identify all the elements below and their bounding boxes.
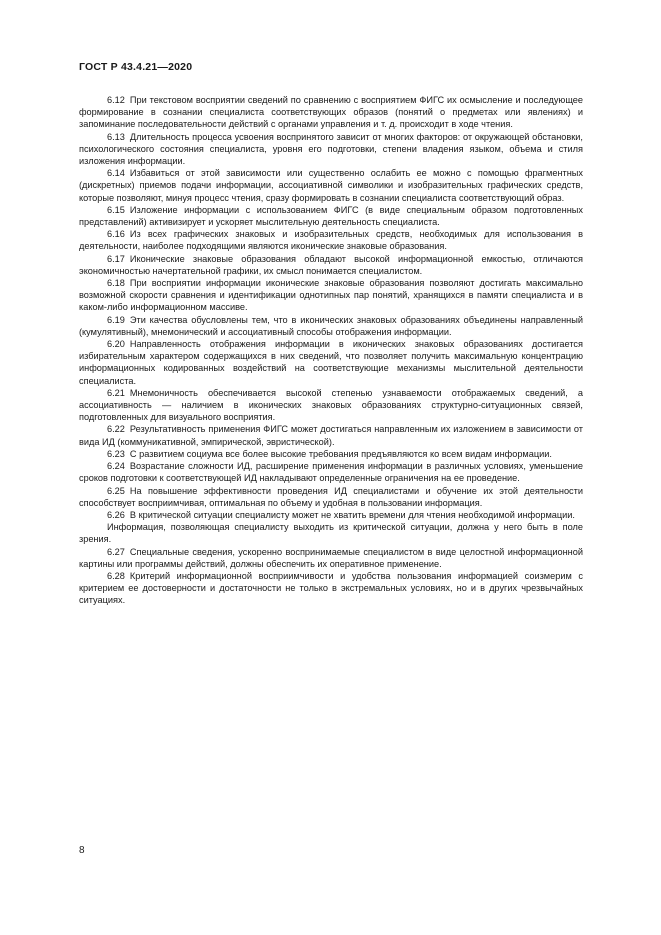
paragraph: [79, 485, 583, 509]
paragraph-text: На повышение эффективности проведения ИД специалистами и обучение их этой деятельности способствует восприимчивая, оптимальная по объему и удобная в пользовании информация.: [79, 485, 583, 508]
clause-number: 6.28: [107, 570, 125, 581]
clause-number: 6.27: [107, 546, 125, 557]
paragraph-text: Специальные сведения, ускоренно воспринимаемые специалистом в виде целостной информационной картины или программы действий, должны обеспечить их оперативное применение.: [79, 546, 583, 569]
paragraph-text: Иконические знаковые образования обладают высокой информационной емкостью, отличаются экономичностью начертательной графики, их смысл понимается специалистом.: [79, 253, 583, 276]
clause-number: 6.24: [107, 461, 125, 472]
document-body: [79, 94, 583, 607]
paragraph-text: Возрастание сложности ИД, расширение применения информации в различных условиях, уменьшение сроков подготовки к соответствующей ИД накладывают определенные ограничения на ее проведение.: [79, 461, 583, 484]
paragraph: [79, 338, 583, 387]
paragraph-text: Длительность процесса усвоения воспринятого зависит от многих факторов: от окружающей обстановки, психологического состояния специалиста, уровня его подготовки, степени владения языком, объема и стиля изложения информации.: [79, 131, 583, 167]
paragraph: [79, 277, 583, 314]
clause-number: 6.20: [107, 339, 125, 350]
paragraph-text: Результативность применения ФИГС может достигаться направленным их изложением в зависимости от вида ИД (коммуникативной, эмпирической, эвристической).: [79, 424, 583, 447]
paragraph: [79, 460, 583, 484]
paragraph-text: Избавиться от этой зависимости или существенно ослабить ее можно с помощью фрагментных (дискретных) приемов подачи информации, ассоциативной символики и изобразительных графических средств, которые позволяют, минуя процесс чтения, сразу формировать в сознании специалиста соответствующий образ.: [79, 168, 583, 203]
clause-number: 6.26: [107, 509, 125, 520]
paragraph: [79, 448, 583, 460]
paragraph-text: В критической ситуации специалисту может не хватить времени для чтения необходимой информации.: [129, 509, 575, 520]
paragraph-text: Изложение информации с использованием ФИГС (в виде специальным образом подготовленных представлений) активизирует и ускоряет мыслительную деятельность специалиста.: [79, 204, 583, 228]
clause-number: 6.15: [107, 204, 125, 215]
paragraph: [79, 167, 583, 204]
page-number: 8: [79, 845, 85, 856]
paragraph: [79, 314, 583, 338]
paragraph: [79, 253, 583, 277]
paragraph: [79, 521, 583, 545]
clause-number: 6.18: [107, 278, 125, 289]
paragraph-text: Информация, позволяющая специалисту выходить из критической ситуации, должна у него быть в поле зрения.: [79, 522, 583, 545]
paragraph-text: С развитием социума все более высокие требования предъявляются ко всем видам информации.: [129, 448, 552, 459]
clause-number: 6.12: [107, 95, 125, 105]
paragraph: [79, 570, 583, 607]
paragraph-text: Направленность отображения информации в иконических знаковых образованиях достигается избирательным характером содержащихся в них сведений, что позволяет получить максимальную концентрацию информационных кодированных воздействий на соответствующие механизмы мыслительной деятельности специалиста.: [79, 339, 583, 386]
clause-number: 6.17: [107, 253, 125, 264]
paragraph-text: Критерий информационной восприимчивости и удобства пользования информацией соизмерим с критерием ее достоверности и достаточности не только в экстремальных условиях, но и в других чрезвычайных ситуациях.: [79, 570, 583, 606]
paragraph: [79, 423, 583, 447]
standard-header: ГОСТ Р 43.4.21—2020: [79, 61, 193, 73]
paragraph: [79, 509, 583, 521]
clause-number: 6.21: [107, 387, 125, 398]
paragraph: [79, 228, 583, 252]
paragraph: [79, 387, 583, 424]
paragraph-text: Эти качества обусловлены тем, что в иконических знаковых образованиях объединены направленный (кумулятивный), мнемонический и ассоциативный способы отображения информации.: [79, 314, 583, 337]
clause-number: 6.13: [107, 131, 125, 142]
paragraph: [79, 131, 583, 168]
clause-number: 6.23: [107, 448, 125, 459]
paragraph-text: При текстовом восприятии сведений по сравнению с восприятием ФИГС их осмысление и последующее формирование в сознании специалиста соответствующих образов (понятий о предметах или явлениях) и запоминание последовательности действий с органами управления и т. д. происходит в ходе чтения.: [79, 95, 583, 130]
clause-number: 6.22: [107, 424, 125, 435]
clause-number: 6.25: [107, 485, 125, 496]
paragraph-text: Из всех графических знаковых и изобразительных средств, необходимых для использования в деятельности, наиболее подходящими являются иконические знаковые образования.: [79, 229, 583, 252]
clause-number: 6.14: [107, 168, 125, 179]
clause-number: 6.19: [107, 314, 125, 325]
paragraph-text: При восприятии информации иконические знаковые образования позволяют достигать максимально возможной скорости сравнения и идентификации однотипных пар понятий, хранящихся в памяти специалиста и в каком-либо информационном массиве.: [79, 278, 583, 313]
paragraph: [79, 94, 583, 131]
clause-number: 6.16: [107, 229, 125, 240]
paragraph: [79, 204, 583, 228]
paragraph-text: Мнемоничность обеспечивается высокой степенью узнаваемости отображаемых сведений, а ассоциативность — наличием в иконических знаковых образованиях структурно-ситуационных связей, подготовленных для визуального восприятия.: [79, 387, 583, 423]
paragraph: [79, 546, 583, 570]
